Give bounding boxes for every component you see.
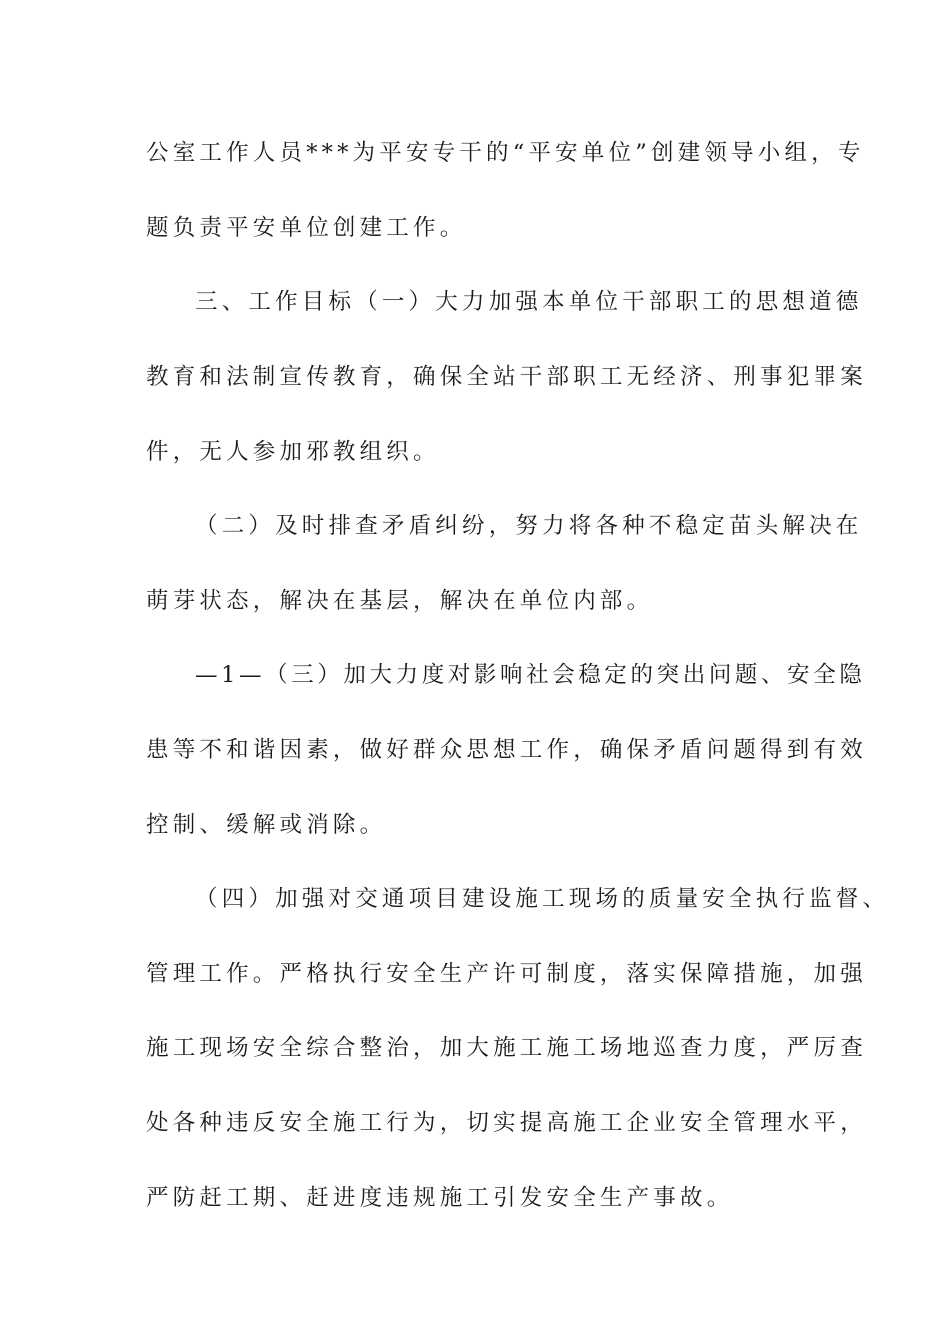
paragraph-line: （四）加强对交通项目建设施工现场的质量安全执行监督、 bbox=[195, 886, 890, 912]
paragraph-line: 处各种违反安全施工行为，切实提高施工企业安全管理水平， bbox=[146, 1110, 867, 1136]
paragraph-line: 题负责平安单位创建工作。 bbox=[146, 215, 467, 241]
paragraph-line: 公室工作人员***为平安专干的“平安单位”创建领导小组，专 bbox=[146, 140, 865, 166]
paragraph-line: 患等不和谐因素，做好群众思想工作，确保矛盾问题得到有效 bbox=[146, 737, 867, 763]
paragraph-line: 施工现场安全综合整治，加大施工施工场地巡查力度，严厉查 bbox=[146, 1035, 867, 1061]
paragraph-line: 萌芽状态，解决在基层，解决在单位内部。 bbox=[146, 588, 654, 614]
paragraph-line: 管理工作。严格执行安全生产许可制度，落实保障措施，加强 bbox=[146, 961, 867, 987]
paragraph-line-with-page-number: —1—（三）加大力度对影响社会稳定的突出问题、安全隐 bbox=[195, 662, 866, 688]
paragraph-line: （二）及时排查矛盾纠纷，努力将各种不稳定苗头解决在 bbox=[195, 513, 863, 539]
paragraph-line: 控制、缓解或消除。 bbox=[146, 812, 387, 838]
paragraph-line: 件，无人参加邪教组织。 bbox=[146, 439, 440, 465]
paragraph-line: 教育和法制宣传教育，确保全站干部职工无经济、刑事犯罪案 bbox=[146, 364, 867, 390]
paragraph-line: 严防赶工期、赶进度违规施工引发安全生产事故。 bbox=[146, 1185, 734, 1211]
section-heading-work-goals: 三、工作目标（一）大力加强本单位干部职工的思想道德 bbox=[195, 289, 863, 315]
